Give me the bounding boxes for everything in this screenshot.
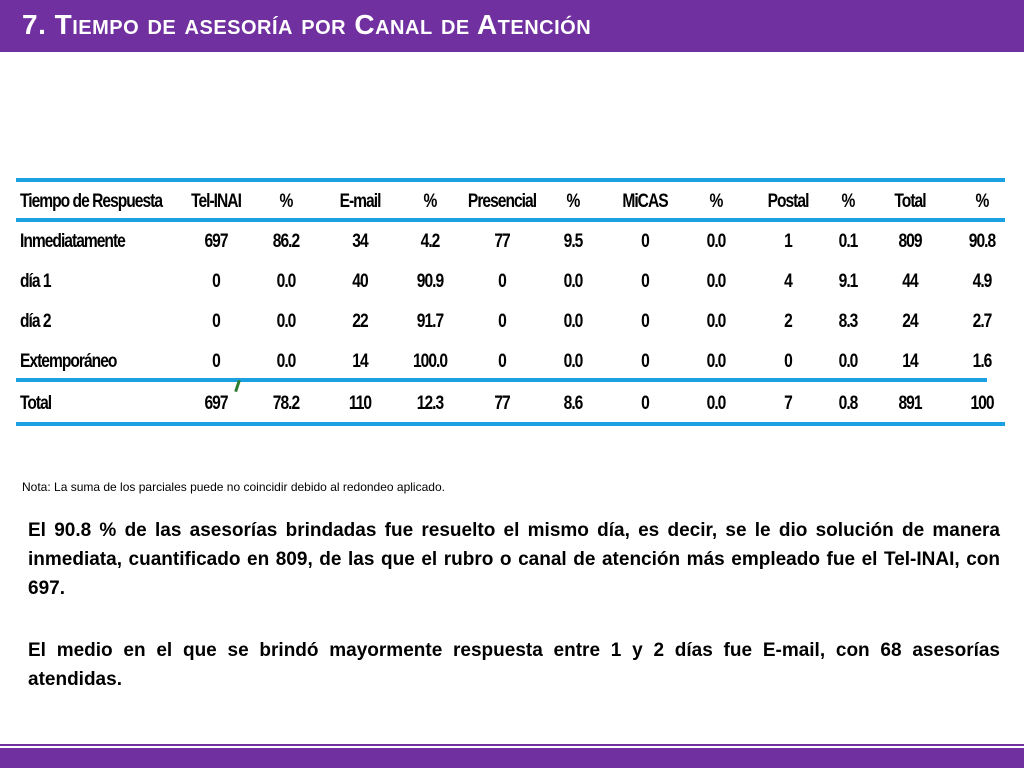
table-cell: 22: [352, 311, 368, 332]
table-cell: 0.0: [563, 271, 583, 292]
table-cell: 0: [641, 311, 649, 332]
table-cell: 0.0: [706, 393, 726, 414]
table-cell: 0: [212, 351, 220, 372]
table-cell: 100.0: [412, 351, 448, 372]
header-cell: Total: [894, 191, 926, 212]
footer-line: [0, 744, 1024, 746]
table-cell: 77: [494, 393, 510, 414]
table-cell: 0.0: [563, 351, 583, 372]
table-cell: día 1: [20, 271, 51, 292]
table-cell: 0: [641, 271, 649, 292]
table-cell: 0: [641, 351, 649, 372]
table-cell: 0: [212, 271, 220, 292]
table-cell: 24: [902, 311, 918, 332]
table-cell: 100: [970, 393, 994, 414]
table-cell: 0.0: [276, 271, 296, 292]
table-cell: 0: [641, 393, 649, 414]
table-cell: 14: [352, 351, 368, 372]
table-cell: 34: [352, 231, 368, 252]
table-cell: 4.2: [420, 231, 440, 252]
table-cell: 0.0: [838, 351, 858, 372]
slide-title: 7. Tiempo de asesoría por Canal de Atención: [22, 9, 592, 40]
table-cell: 0.0: [706, 231, 726, 252]
table-cell: 9.1: [838, 271, 858, 292]
table-cell: 9.5: [563, 231, 583, 252]
table-cell: 40: [352, 271, 368, 292]
header-cell: Tel-INAI: [191, 191, 241, 212]
summary-paragraph-1: El 90.8 % de las asesorías brindadas fue resuelto el mismo día, es decir, se le dio solución de manera inmediata, cuantificado en 809, de las que el rubro o canal de atención más empleado fue el Tel-INAI, con 697.: [28, 520, 1000, 599]
table-cell: 0: [498, 351, 506, 372]
table-cell: 697: [204, 231, 228, 252]
table-cell: Total: [20, 393, 52, 414]
header-cell: %: [423, 191, 437, 212]
header-cell: Postal: [767, 191, 809, 212]
table-cell: 7: [784, 393, 792, 414]
table-cell: 14: [902, 351, 918, 372]
table-cell: 0: [498, 271, 506, 292]
header-row: [16, 182, 1005, 222]
header-cell: %: [975, 191, 989, 212]
table-cell: 4.9: [972, 271, 992, 292]
table-cell: día 2: [20, 311, 51, 332]
table-row: [16, 342, 1005, 382]
table-cell: 44: [902, 271, 918, 292]
header-cell: %: [279, 191, 293, 212]
table-cell: 90.9: [416, 271, 444, 292]
table-cell: 1: [784, 231, 792, 252]
table-cell: Inmediatamente: [20, 231, 125, 252]
table-cell: 0: [212, 311, 220, 332]
table-cell: 0: [498, 311, 506, 332]
table-cell: 90.8: [968, 231, 996, 252]
header-cell: Tiempo de Respuesta: [20, 191, 163, 212]
table-note: Nota: La suma de los parciales puede no coincidir debido al redondeo aplicado.: [22, 480, 445, 494]
table-cell: 0.0: [276, 351, 296, 372]
table-cell: 0.1: [838, 231, 858, 252]
table-cell: 0.0: [706, 271, 726, 292]
table-cell: 0.0: [706, 311, 726, 332]
header-cell: %: [566, 191, 580, 212]
table-cell: 0: [784, 351, 792, 372]
table-cell: 110: [348, 393, 372, 414]
total-row: [16, 384, 1005, 424]
table-cell: 809: [898, 231, 922, 252]
table-cell: 8.3: [838, 311, 858, 332]
table-cell: 2.7: [972, 311, 992, 332]
table-cell: 77: [494, 231, 510, 252]
table-cell: 0.0: [706, 351, 726, 372]
header-cell: Presencial: [467, 191, 537, 212]
table-cell: 697: [204, 393, 228, 414]
header-cell: E-mail: [339, 191, 381, 212]
table-row: [16, 302, 1005, 342]
header-cell: %: [841, 191, 855, 212]
header-cell: MiCAS: [622, 191, 668, 212]
response-time-table: [16, 178, 1005, 426]
table-cell: 0.0: [276, 311, 296, 332]
table-cell: 86.2: [272, 231, 300, 252]
table-cell: 12.3: [416, 393, 444, 414]
table-cell: 1.6: [972, 351, 992, 372]
table-cell: 2: [784, 311, 792, 332]
table-cell: 0.0: [563, 311, 583, 332]
table-cell: 78.2: [272, 393, 300, 414]
title-bar: [0, 0, 1024, 52]
header-cell: %: [709, 191, 723, 212]
table-cell: Extemporáneo: [20, 351, 117, 372]
table-cell: 91.7: [416, 311, 444, 332]
table-cell: 8.6: [563, 393, 583, 414]
table-row: [16, 222, 1005, 262]
table-cell: 891: [898, 393, 922, 414]
summary-paragraph-2: El medio en el que se brindó mayormente respuesta entre 1 y 2 días fue E-mail, con 68 asesorías atendidas.: [28, 640, 1000, 690]
footer-bar: [0, 748, 1024, 768]
table-row: [16, 262, 1005, 302]
table-cell: 4: [784, 271, 792, 292]
table-cell: 0.8: [838, 393, 858, 414]
table-cell: 0: [641, 231, 649, 252]
